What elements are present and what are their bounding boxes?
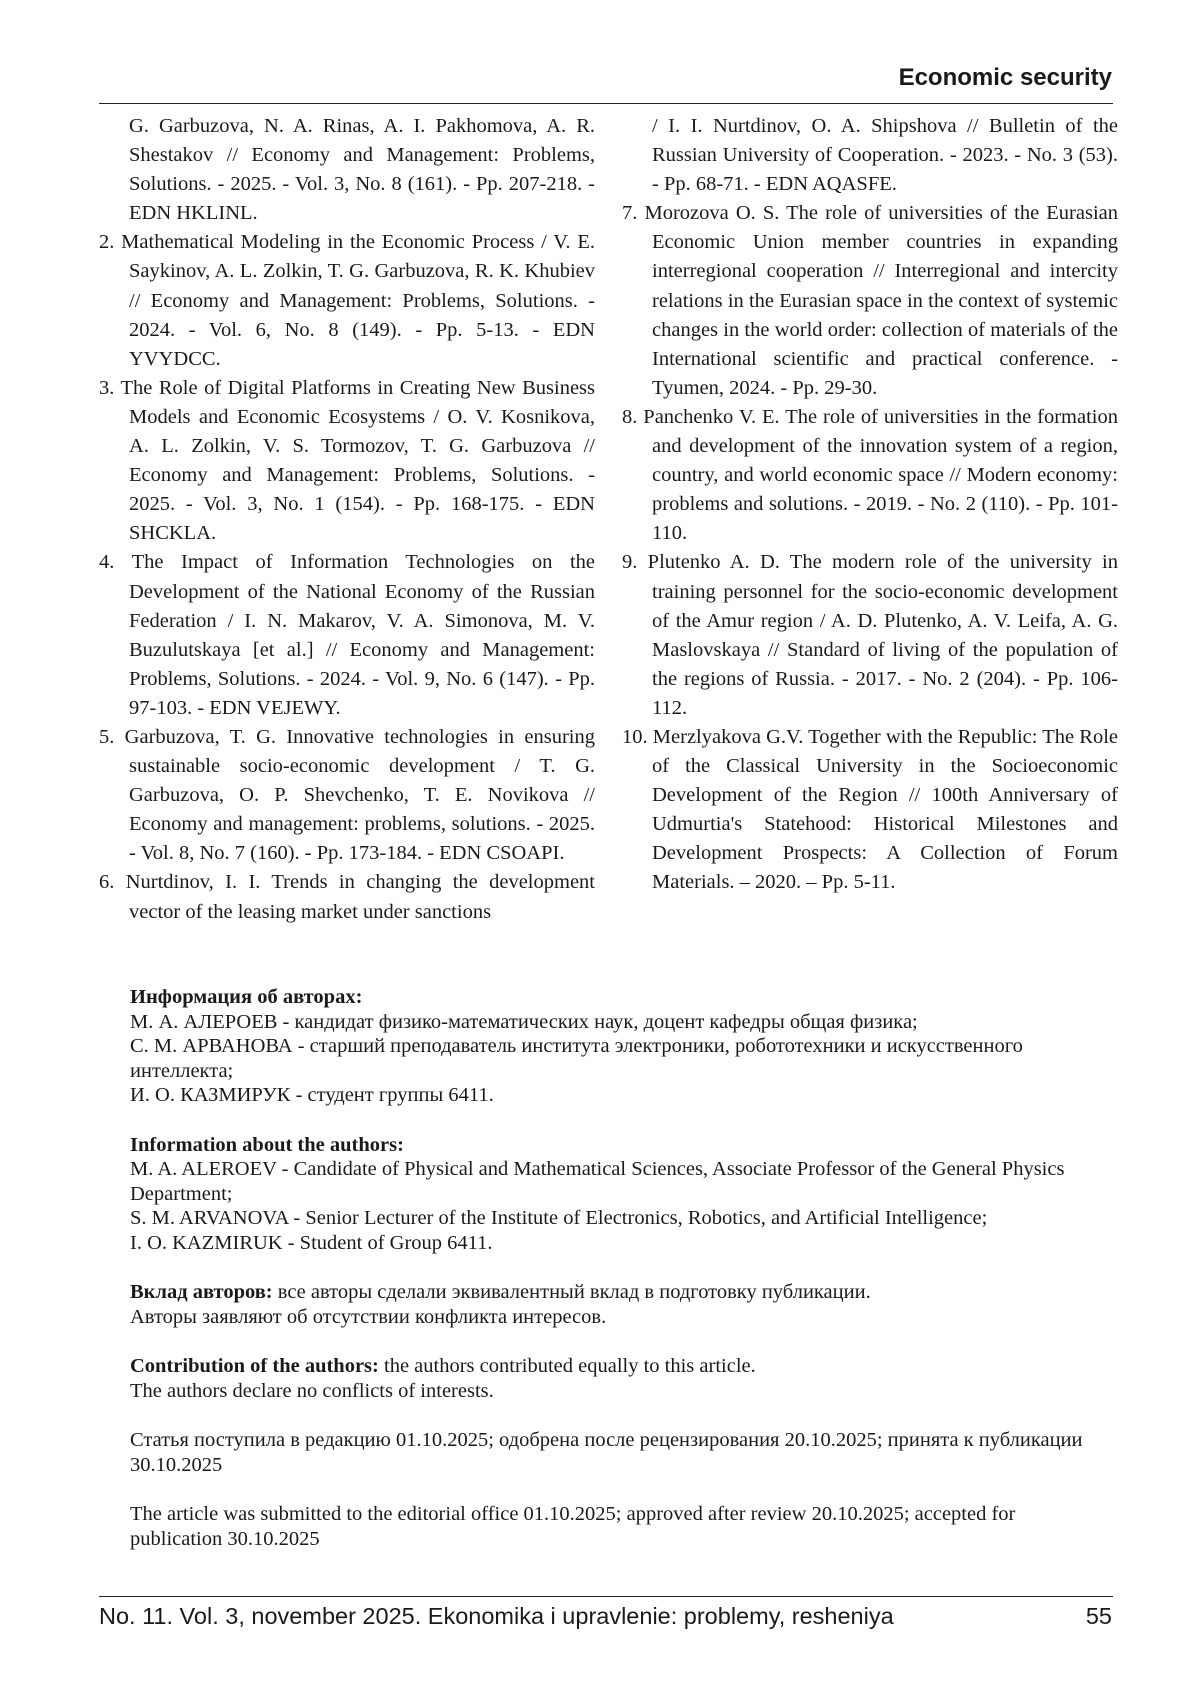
references-right-column (622, 112, 1118, 898)
contribution-en-text: the authors contributed equally to this article. (378, 1355, 756, 1377)
contribution-en-label: Contribution of the authors: (130, 1355, 379, 1377)
reference-2: 2. Mathematical Modeling in the Economic Process / V. E. Saykinov, A. L. Zolkin, T. G. Garbuzova, R. K. Khubiev // Economy and Management: Problems, Solutions. - 2024. - Vol. 6, No. 8 (149). - Pp. 5-13. - EDN YVYDCC. (99, 231, 595, 370)
author-en-2: S. M. ARVANOVA - Senior Lecturer of the Institute of Electronics, Robotics, and Artificial Intelligence; (130, 1207, 988, 1229)
reference-8: 8. Panchenko V. E. The role of universities in the formation and development of the innovation system of a region, country, and world economic space // Modern economy: problems and solutions. - 2019. - No. 2 (110). - Pp. 101-110. (622, 405, 1118, 545)
authors-en-heading: Information about the authors: (130, 1133, 404, 1156)
conflict-en: The authors declare no conflicts of interests. (130, 1379, 494, 1402)
references-left-column (99, 112, 595, 927)
reference-4: 4. The Impact of Information Technologies on the Development of the National Economy of the Russian Federation / I. N. Makarov, V. A. Simonova, M. V. Buzulutskaya [et al.] // Economy and Management: Problems, Solutions. - 2024. - Vol. 9, No. 6 (147). - Pp. 97-103. - EDN VEJEWY. (99, 551, 595, 719)
header-rule (99, 103, 1113, 104)
reference-3: 3. The Role of Digital Platforms in Creating New Business Models and Economic Ecosystems / O. V. Kosnikova, A. L. Zolkin, V. S. Tormozov, T. G. Garbuzova // Economy and Management: Problems, Solutions. - 2025. - Vol. 3, No. 1 (154). - Pp. 168-175. - EDN SHCKLA. (99, 376, 595, 545)
reference-1-continued: G. Garbuzova, N. A. Rinas, A. I. Pakhomova, A. R. Shestakov // Economy and Management: Problems, Solutions. - 2025. - Vol. 3, No. 8 (161). - Pp. 207-218. - EDN HKLINL. (129, 115, 595, 225)
author-ru-1: М. А. АЛЕРОЕВ - кандидат физико-математических наук, доцент кафедры общая физика; (130, 1010, 918, 1033)
contribution-ru-label: Вклад авторов: (130, 1281, 273, 1303)
author-ru-3: И. О. КАЗМИРУК - студент группы 6411. (130, 1084, 494, 1106)
dates-ru: Статья поступила в редакцию 01.10.2025; одобрена после рецензирования 20.10.2025; принята к публикации 30.10.2025 (130, 1429, 1083, 1476)
author-en-1: M. A. ALEROEV - Candidate of Physical and Mathematical Sciences, Associate Professor of the General Physics Department; (130, 1158, 1065, 1205)
reference-6-continued: / I. I. Nurtdinov, O. A. Shipshova // Bulletin of the Russian University of Cooperation. - 2023. - No. 3 (53). - Pp. 68-71. - EDN AQASFE. (652, 115, 1118, 196)
footer-journal: No. 11. Vol. 3, november 2025. Ekonomika i upravlenie: problemy, resheniya (99, 1603, 894, 1629)
conflict-ru: Авторы заявляют об отсутствии конфликта интересов. (130, 1305, 607, 1328)
dates-en: The article was submitted to the editorial office 01.10.2025; approved after review 20.10.2025; accepted for publication 30.10.2025 (130, 1503, 1016, 1550)
authors-ru-heading: Информация об авторах: (130, 986, 363, 1008)
article-info (130, 985, 1110, 1551)
reference-5: 5. Garbuzova, T. G. Innovative technologies in ensuring sustainable socio-economic development / T. G. Garbuzova, O. P. Shevchenko, T. E. Novikova // Economy and management: problems, solutions. - 2025. - Vol. 8, No. 7 (160). - Pp. 173-184. - EDN CSOAPI. (99, 725, 595, 865)
reference-6: 6. Nurtdinov, I. I. Trends in changing the development vector of the leasing market under sanctions (99, 871, 595, 923)
contribution-ru-text: все авторы сделали эквивалентный вклад в подготовку публикации. (272, 1281, 871, 1303)
contribution-en (130, 1354, 1110, 1379)
page-number: 55 (1085, 1603, 1112, 1629)
section-title: Economic security (898, 64, 1112, 91)
reference-7: 7. Morozova O. S. The role of universities of the Eurasian Economic Union member countries in expanding interregional cooperation // Interregional and intercity relations in the Eurasian space in the context of systemic changes in the world order: collection of materials of the International scientific and practical conference. - Tyumen, 2024. - Pp. 29-30. (622, 202, 1118, 399)
author-ru-2: С. М. АРВАНОВА - старший преподаватель института электроники, робототехники и искусственного интеллекта; (130, 1035, 1023, 1082)
author-en-3: I. O. KAZMIRUK - Student of Group 6411. (130, 1231, 493, 1254)
contribution-ru (130, 1280, 1110, 1305)
footer-rule (99, 1596, 1113, 1597)
reference-10: 10. Merzlyakova G.V. Together with the Republic: The Role of the Classical University in the Socioeconomic Development of the Region // 100th Anniversary of Udmurtia's Statehood: Historical Milestones and Development Prospects: A Collection of Forum Materials. – 2020. – Pp. 5-11. (622, 725, 1118, 894)
reference-9: 9. Plutenko A. D. The modern role of the university in training personnel for the socio-economic development of the Amur region / A. D. Plutenko, A. V. Leifa, A. G. Maslovskaya // Standard of living of the population of the regions of Russia. - 2017. - No. 2 (204). - Pp. 106-112. (622, 551, 1118, 719)
